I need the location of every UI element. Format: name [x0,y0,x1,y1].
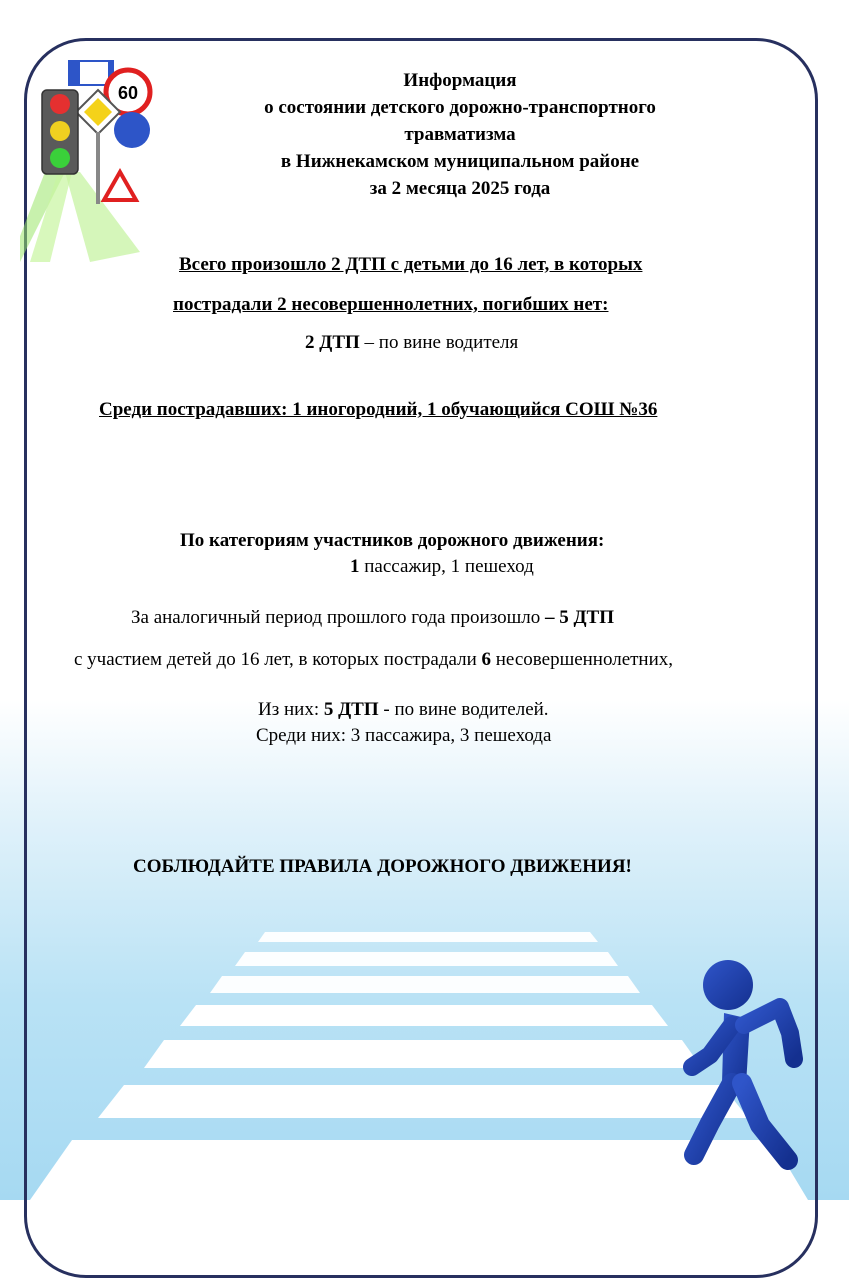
slogan: СОБЛЮДАЙТЕ ПРАВИЛА ДОРОЖНОГО ДВИЖЕНИЯ! [133,856,632,877]
driver-fault-count: 2 ДТП [305,332,360,353]
traffic-logo-icon [20,52,165,262]
header-line-2: о состоянии детского дорожно-транспортного [264,97,656,118]
previous-year-text-1: За аналогичный период прошлого года произошло [131,607,545,628]
driver-fault-line [305,330,518,356]
driver-fault-text: – по вине водителя [359,332,519,353]
previous-year-text-3a: Из них: [258,699,324,720]
categories-count-bold: 1 [350,556,360,577]
header-line-4: в Нижнекамском муниципальном районе [280,151,640,172]
previous-year-text-2b: несовершеннолетних, [491,649,674,670]
header-line-5: за 2 месяца 2025 года [369,178,551,199]
previous-year-text-3b: - по вине водителей. [378,699,549,720]
previous-year-line-4: Среди них: 3 пассажира, 3 пешехода [256,725,552,746]
previous-year-line-1 [131,605,614,631]
summary-line-2: пострадали 2 несовершеннолетних, погибших нет: [173,294,609,315]
header-title [230,67,690,202]
summary-line-1: Всего произошло 2 ДТП с детьми до 16 лет, в которых [179,254,643,275]
previous-year-line-3 [258,697,549,723]
pedestrian-icon [672,955,807,1175]
previous-year-text-2a: с участием детей до 16 лет, в которых пострадали [74,649,482,670]
previous-year-driver-fault: 5 ДТП [323,699,379,720]
victims-line: Среди пострадавших: 1 иногородний, 1 обучающийся СОШ №36 [99,399,658,420]
speed-sign-label: 60 [117,83,139,103]
categories-counts [350,554,534,580]
header-line-3: травматизма [404,124,516,145]
categories-heading: По категориям участников дорожного движения: [180,530,605,551]
previous-year-total: – 5 ДТП [544,607,614,628]
categories-count-text: пассажир, 1 пешеход [359,556,534,577]
previous-year-injured-count: 6 [481,649,492,670]
header-line-1: Информация [403,70,517,91]
previous-year-line-2 [74,647,673,673]
